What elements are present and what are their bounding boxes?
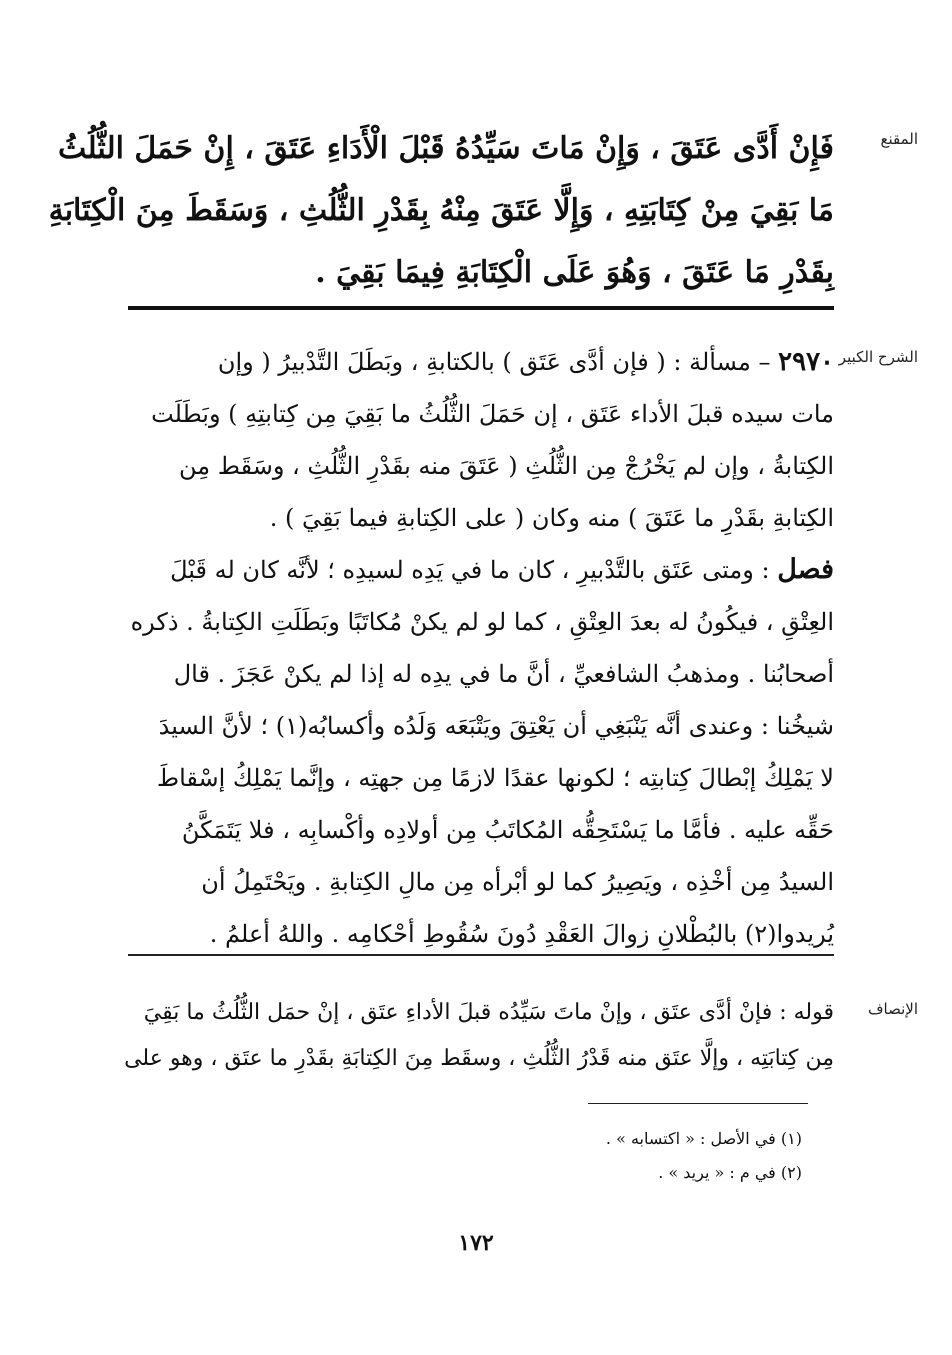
footnote: (٢) في م : « يريد » .: [658, 1163, 802, 1182]
issue-number: ٢٩٧٠: [778, 347, 834, 377]
sharh-line: مات سيده قبلَ الأداء عَتَق ، إن حَمَلَ الثُّلُثُ ما بَقِيَ مِن كِتابتِهِ ) وبَطَلَت: [151, 400, 834, 428]
fasl-line: لا يَمْلِكُ إبْطالَ كِتابتِه ؛ لكونها عقدًا لازمًا مِن جهتِه ، وإنَّما يَمْلِكُ إسْقاطَ: [156, 764, 834, 792]
muqni-line: مَا بَقِيَ مِنْ كِتَابَتِهِ ، وَإِلَّا عَتَقَ مِنْهُ بِقَدْرِ الثُّلُثِ ، وَسَقَطَ مِنَ الْكِتَابَةِ: [48, 193, 834, 228]
muqni-label: المقنع: [880, 130, 918, 148]
section-divider: [128, 954, 834, 956]
fasl-line: يُريدوا(٢) بالبُطْلانِ زوالَ العَقْدِ دُونَ سُقُوطِ أحْكامِه . واللهُ أعلمُ .: [209, 920, 834, 948]
footnote-divider: [588, 1103, 808, 1104]
insaf-line: مِن كِتابَتِه ، وإلَّا عتَق منه قَدْرُ الثُّلُثِ ، وسقَط مِنَ الكِتابَةِ بقَدْرِ ما عتَق ، وهو على: [124, 1046, 834, 1071]
fasl-line: حَقِّه عليه . فأمَّا ما يَسْتَحِقُّه المُكاتَبُ مِن أولادِه وأكْسابِه ، فلا يَتَمَكَّنُ: [181, 816, 834, 844]
fasl-heading: فصل: [777, 554, 834, 585]
footnote: (١) في الأصل : « اكتسابه » .: [605, 1129, 802, 1148]
page-number: ١٧٢: [458, 1230, 494, 1256]
insaf-line: قوله : فإنْ أدَّى عتَق ، وإنْ ماتَ سَيِّدُه قبلَ الأداءِ عتَق ، إنْ حمَل الثُّلُثُ ما بَقِيَ: [143, 1000, 834, 1025]
sharh-text: [128, 336, 834, 960]
insaf-label: الإنصاف: [867, 1000, 918, 1018]
fasl-line: شيخُنا : وعندى أنَّه يَنْبَغِي أن يَعْتِقَ ويَتْبَعَه وَلَدُه وأكسابُه(١) ؛ لأنَّ السيدَ: [158, 712, 834, 740]
sharh-line: الكِتابةِ بقَدْرِ ما عَتَقَ ) منه وكان ( على الكِتابةِ فيما بَقِيَ ) .: [269, 504, 834, 532]
muqni-text: [48, 118, 834, 304]
insaf-text: [124, 990, 834, 1082]
fasl-line-text: : ومتى عَتَق بالتَّدْبيرِ ، كان ما في يَدِه لسيدِه ؛ لأنَّه كان له قَبْلَ: [170, 556, 778, 584]
sharh-line: [128, 336, 834, 388]
sharh-label: الشرح الكبير: [838, 348, 918, 366]
fasl-line: أصحابُنا . ومذهبُ الشافعيِّ ، أنَّ ما في يدِه له إذا لم يكنْ عَجَزَ . قال: [173, 660, 834, 688]
fasl-line: [128, 544, 834, 596]
footnotes: [606, 1122, 802, 1190]
section-divider: [128, 306, 834, 310]
fasl-line: العِتْقِ ، فيكُونُ له بعدَ العِتْقِ ، كما لو لم يكنْ مُكاتَبًا وبَطَلَتِ الكِتابةُ . ذكره: [130, 608, 834, 636]
sharh-line: الكِتابةُ ، وإن لم يَخْرُجْ مِن الثُّلُثِ ( عَتَقَ منه بقَدْرِ الثُّلُثِ ، وسَقَط مِن: [179, 452, 834, 480]
sharh-line-text: – مسألة : ( فإن أدَّى عَتَق ) بالكتابةِ ، وبَطَلَ التَّدْبيرُ ( وإن: [217, 348, 779, 376]
muqni-line: فَإِنْ أَدَّى عَتَقَ ، وَإِنْ مَاتَ سَيِّدُهُ قَبْلَ الْأَدَاءِ عَتَقَ ، إِنْ حَمَلَ الثُّلُثُ: [58, 131, 834, 166]
fasl-line: السيدُ مِن أخْذِه ، ويَصِيرُ كما لو أبْرأه مِن مالِ الكِتابةِ . ويَحْتَمِلُ أن: [201, 868, 834, 896]
muqni-line: بِقَدْرِ مَا عَتَقَ ، وَهُوَ عَلَى الْكِتَابَةِ فِيمَا بَقِيَ .: [315, 255, 834, 290]
